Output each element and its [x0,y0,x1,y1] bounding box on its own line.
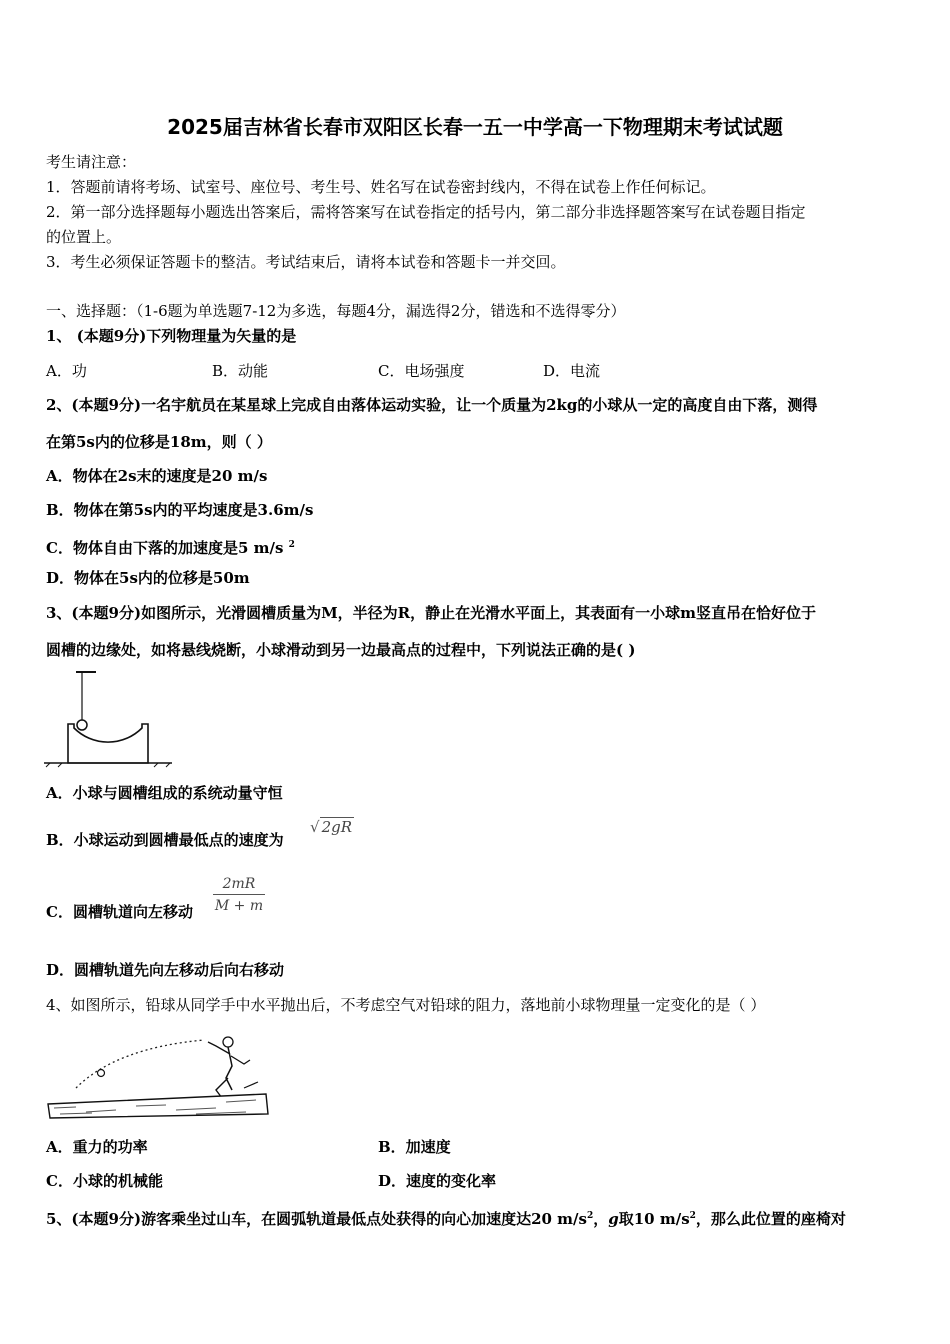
q3-groove-figure [44,668,172,768]
q3-option-c: C．圆槽轨道向左移动 [46,903,193,921]
q2-stem-cont: 在第5s内的位移是18m，则（ ） [46,433,272,451]
q3-option-a: A．小球与圆槽组成的系统动量守恒 [46,784,283,802]
q3-fraction-denominator: M + m [214,898,264,914]
q2-option-b: B．物体在第5s内的平均速度是3.6m/s [46,501,314,519]
q1-option-c: C．电场强度 [378,362,465,380]
q2-option-c [46,535,295,558]
q3-option-d: D．圆槽轨道先向左移动后向右移动 [46,961,285,979]
q5-stem-part-1: 5、(本题9分)游客乘坐过山车，在圆弧轨道最低点处获得的向心加速度达20 m/s [46,1210,587,1228]
q5-stem [46,1206,846,1229]
q5-sup-1: 2 [586,1211,594,1221]
q1-option-a: A．功 [46,362,87,380]
q3-option-b: B．小球运动到圆槽最低点的速度为 [46,831,284,849]
q4-option-a: A．重力的功率 [46,1138,148,1156]
notice-line-1: 1．答题前请将考场、试室号、座位号、考生号、姓名写在试卷密封线内，不得在试卷上作任何标记。 [46,178,716,196]
q4-shot-put-figure [46,1024,272,1120]
q1-option-b: B．动能 [212,362,269,380]
q2-option-c-sup: 2 [288,540,295,550]
q3-sqrt-radicand: 2gR [321,818,353,836]
q5-stem-part-3: 取10 m/s [618,1210,690,1228]
page-title: 2025届吉林省长春市双阳区长春一五一中学高一下物理期末考试试题 [167,115,783,139]
q2-option-c-text: C．物体自由下落的加速度是5 m/s [46,539,284,557]
notice-line-2-cont: 的位置上。 [46,228,122,246]
section-heading: 一、选择题：（1-6题为单选题7-12为多选，每题4分，漏选得2分，错选和不选得零分） [46,302,626,320]
q3-stem-cont: 圆槽的边缘处，如将悬线烧断，小球滑动到另一边最高点的过程中，下列说法正确的是( ) [46,641,636,659]
q1-option-d: D．电流 [543,362,601,380]
q4-option-d: D．速度的变化率 [378,1172,497,1190]
q5-stem-part-2: ， [593,1210,609,1228]
q1-stem: 1、 (本题9分)下列物理量为矢量的是 [46,327,297,345]
q3-fraction [213,876,265,914]
q3-fraction-numerator: 2mR [213,876,265,895]
q4-option-b: B．加速度 [378,1138,451,1156]
q2-option-d: D．物体在5s内的位移是50m [46,569,250,587]
q3-sqrt-expression: √ 2gR [310,818,353,836]
q3-stem: 3、(本题9分)如图所示，光滑圆槽质量为M，半径为R，静止在光滑水平面上，其表面有一小球m竖直吊在恰好位于 [46,604,817,622]
q4-option-c: C．小球的机械能 [46,1172,163,1190]
q2-stem: 2、(本题9分)一名宇航员在某星球上完成自由落体运动实验，让一个质量为2kg的小球从一定的高度自由下落，测得 [46,396,818,414]
q4-stem: 4、如图所示，铅球从同学手中水平抛出后，不考虑空气对铅球的阻力，落地前小球物理量一定变化的是（ ） [46,996,766,1014]
q5-stem-part-4: ，那么此位置的座椅对 [695,1210,846,1228]
q5-sup-2: 2 [689,1211,696,1221]
notice-line-2: 2．第一部分选择题每小题选出答案后，需将答案写在试卷指定的括号内，第二部分非选择题答案写在试卷题目指定 [46,203,806,221]
notice-line-3: 3．考生必须保证答题卡的整洁。考试结束后，请将本试卷和答题卡一并交回。 [46,253,566,271]
notice-heading: 考生请注意： [46,153,137,171]
q5-g-symbol: g [608,1210,619,1228]
q2-option-a: A．物体在2s末的速度是20 m/s [46,467,268,485]
